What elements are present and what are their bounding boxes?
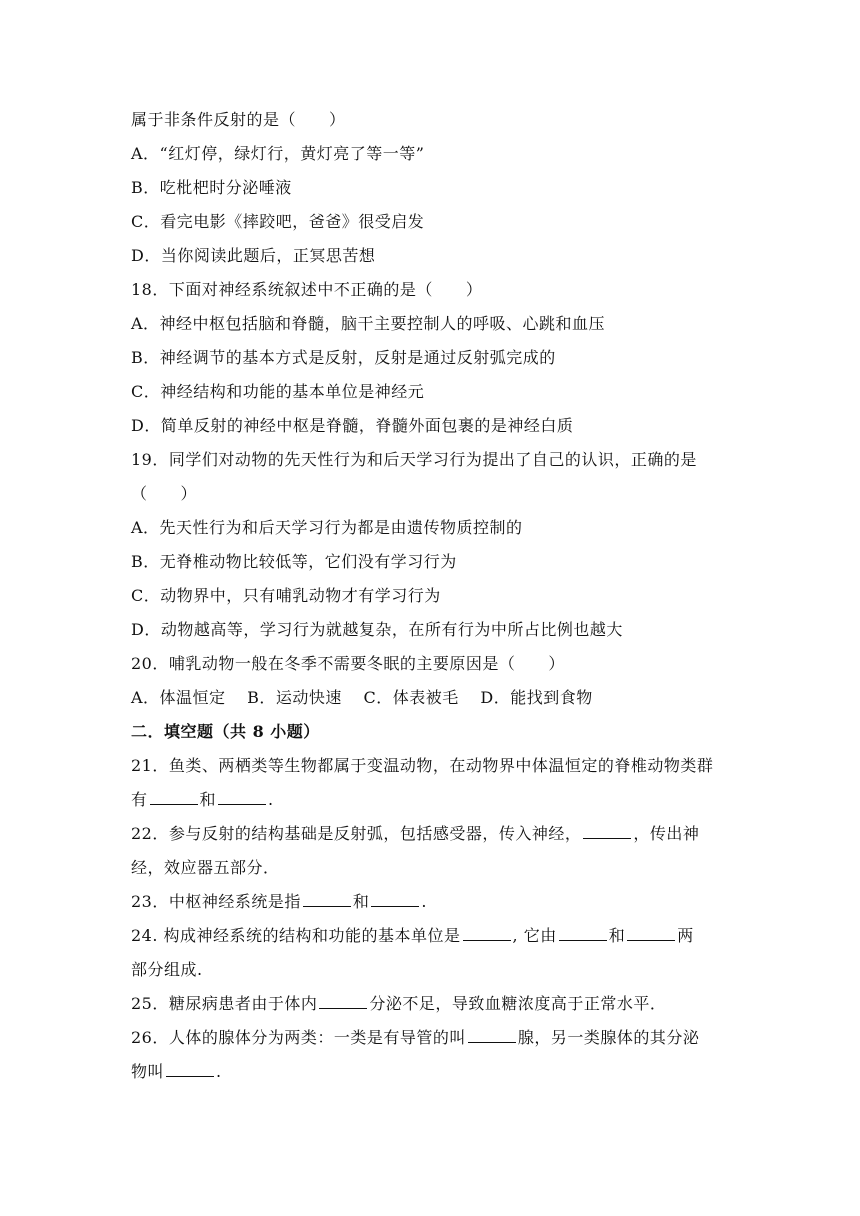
q17-stem-tail: 属于非条件反射的是（ ） bbox=[131, 110, 346, 129]
answer-blank[interactable] bbox=[319, 994, 367, 1009]
answer-blank[interactable] bbox=[303, 892, 351, 907]
answer-blank[interactable] bbox=[371, 892, 419, 907]
q26-line2: 物叫 . bbox=[131, 1062, 222, 1081]
q24-line2: 部分组成. bbox=[131, 960, 203, 979]
q19-option-c: C．动物界中，只有哺乳动物才有学习行为 bbox=[131, 586, 441, 605]
q25: 25．糖尿病患者由于体内 分泌不足，导致血糖浓度高于正常水平． bbox=[131, 994, 667, 1013]
answer-blank[interactable] bbox=[166, 1062, 214, 1077]
q17-option-d: D．当你阅读此题后，正冥思苦想 bbox=[131, 246, 376, 265]
q17-option-a: A．“红灯停，绿灯行，黄灯亮了等一等” bbox=[131, 144, 425, 163]
q19-option-b: B．无脊椎动物比较低等，它们没有学习行为 bbox=[131, 552, 457, 571]
section-title: 二．填空题（共 8 小题） bbox=[131, 722, 320, 741]
answer-blank[interactable] bbox=[627, 926, 675, 941]
q17-option-b: B．吃枇杷时分泌唾液 bbox=[131, 178, 292, 197]
q22-line2: 经，效应器五部分． bbox=[131, 858, 280, 877]
q18-stem: 18．下面对神经系统叙述中不正确的是（ ） bbox=[131, 280, 483, 299]
q20-option-a: A．体温恒定 bbox=[131, 688, 226, 707]
q17-option-c: C．看完电影《摔跤吧，爸爸》很受启发 bbox=[131, 212, 425, 231]
q20-option-c: C．体表被毛 bbox=[363, 688, 459, 707]
q18-option-d: D．简单反射的神经中枢是脊髓，脊髓外面包裹的是神经白质 bbox=[131, 416, 574, 435]
q20-options bbox=[131, 688, 593, 708]
answer-blank[interactable] bbox=[463, 926, 511, 941]
q20-option-d: D．能找到食物 bbox=[480, 688, 593, 707]
q18-option-a: A．神经中枢包括脑和脊髓，脑干主要控制人的呼吸、心跳和血压 bbox=[131, 314, 606, 333]
answer-blank[interactable] bbox=[468, 1028, 516, 1043]
q20-stem: 20．哺乳动物一般在冬季不需要冬眠的主要原因是（ ） bbox=[131, 654, 565, 673]
q19-option-a: A．先天性行为和后天学习行为都是由遗传物质控制的 bbox=[131, 518, 523, 537]
answer-blank[interactable] bbox=[559, 926, 607, 941]
answer-blank[interactable] bbox=[583, 824, 631, 839]
q19-paren: （ ） bbox=[131, 484, 198, 503]
q23: 23．中枢神经系统是指 和 . bbox=[131, 892, 427, 911]
q20-option-b: B．运动快速 bbox=[247, 688, 342, 707]
q18-option-b: B．神经调节的基本方式是反射，反射是通过反射弧完成的 bbox=[131, 348, 556, 367]
q21-line1: 21．鱼类、两栖类等生物都属于变温动物，在动物界中体温恒定的脊椎动物类群 bbox=[131, 756, 714, 775]
q24-line1: 24. 构成神经系统的结构和功能的基本单位是 , 它由 和 两 bbox=[131, 926, 694, 945]
answer-blank[interactable] bbox=[218, 790, 266, 805]
q18-option-c: C．神经结构和功能的基本单位是神经元 bbox=[131, 382, 425, 401]
q26-line1: 26．人体的腺体分为两类：一类是有导管的叫 腺，另一类腺体的其分泌 bbox=[131, 1028, 700, 1047]
q19-option-d: D．动物越高等，学习行为就越复杂，在所有行为中所占比例也越大 bbox=[131, 620, 623, 639]
q21-line2: 有 和 . bbox=[131, 790, 274, 809]
q22-line1: 22．参与反射的结构基础是反射弧，包括感受器，传入神经， ，传出神 bbox=[131, 824, 700, 843]
answer-blank[interactable] bbox=[150, 790, 198, 805]
q19-stem: 19．同学们对动物的先天性行为和后天学习行为提出了自己的认识，正确的是 bbox=[131, 450, 697, 469]
